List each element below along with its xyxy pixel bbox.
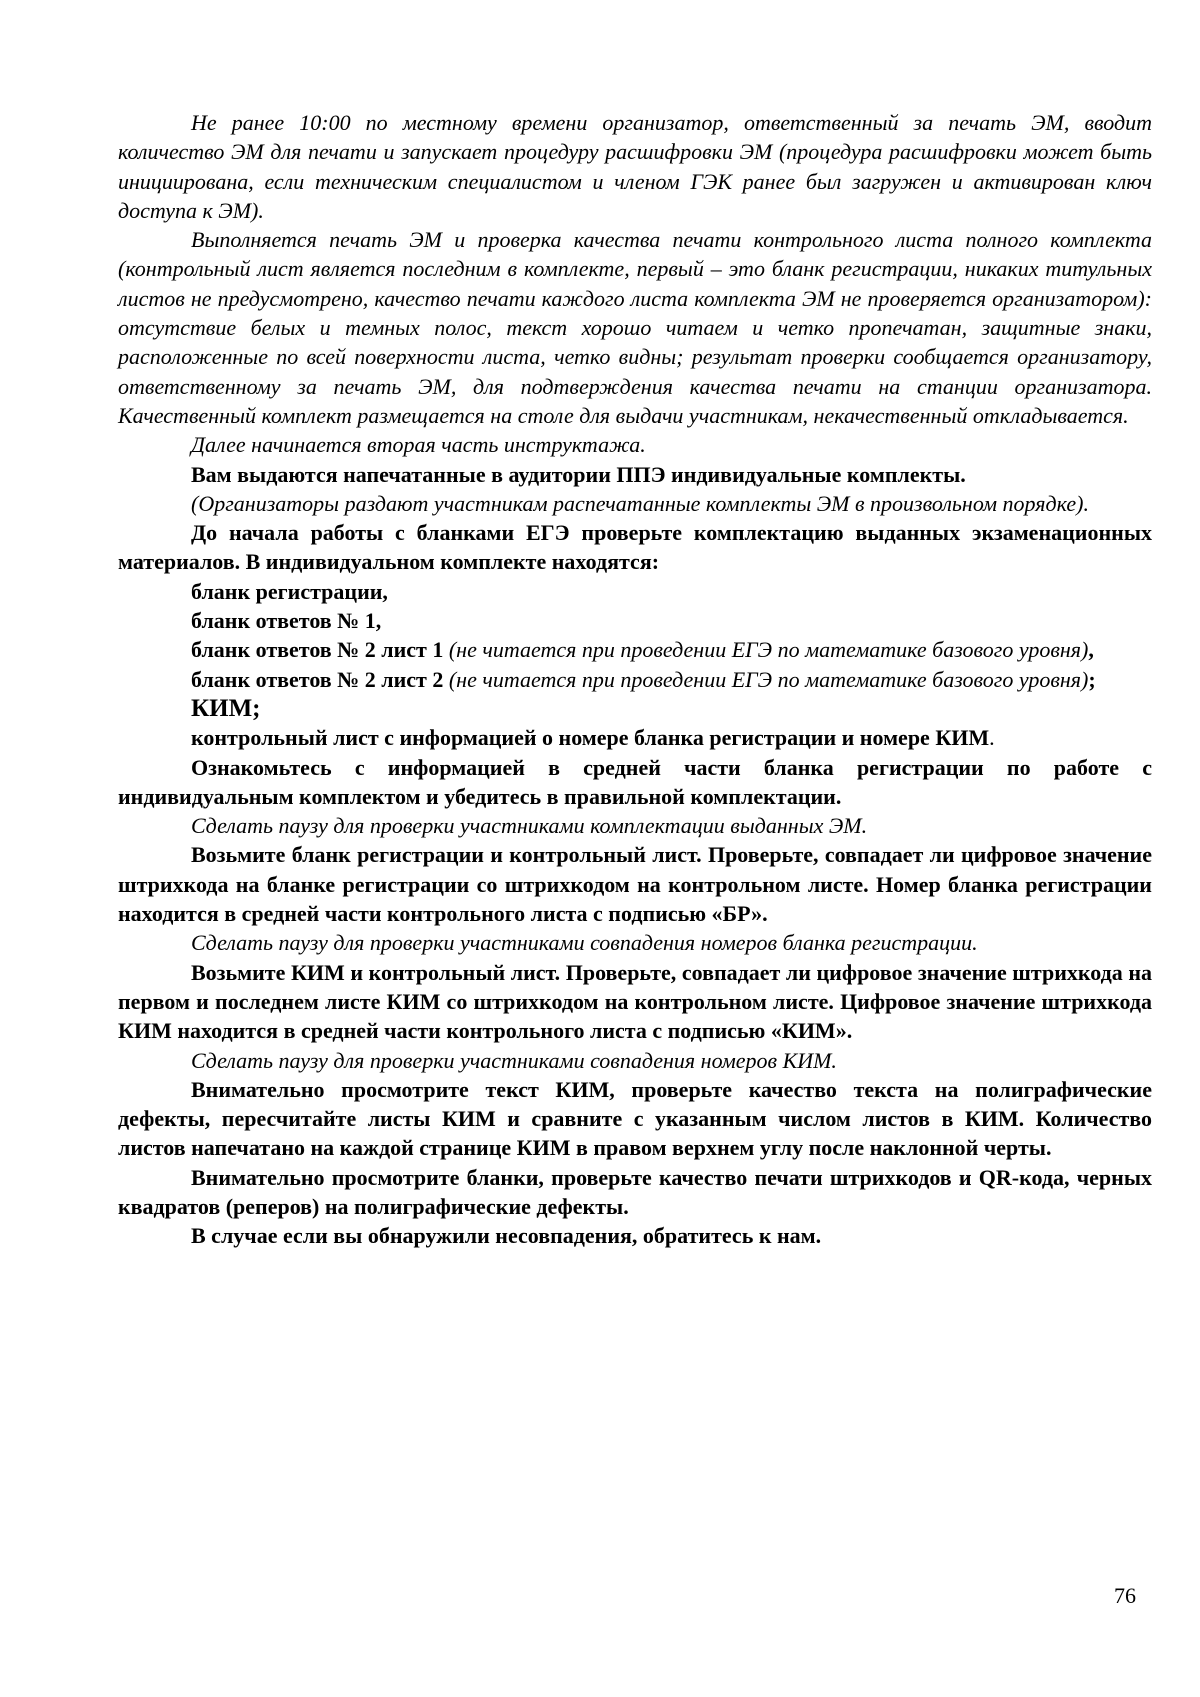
list-item-answer-form-1: бланк ответов № 1,: [191, 608, 382, 634]
list-item-answer-form-2-sheet-2: [118, 665, 1152, 694]
paragraph-check-registration-barcode: Возьмите бланк регистрации и контрольный лист. Проверьте, совпадает ли цифровое значение штрихкода на бланке регистрации со штрихкодом на контрольном листе. Номер бланка регистрации находится в средней части контрольного листа с подписью «БР».: [118, 842, 1152, 927]
paragraph-print-quality-check: Выполняется печать ЭМ и проверка качества печати контрольного листа полного комплекта (контрольный лист является последним в комплекте, первый – это бланк регистрации, никаких титульных листов не предусмотрено, качество печати каждого листа комплекта ЭМ не проверяется организатором): отсутствие белых и темных полос, текст хорошо читаем и четко пропечатан, защитные знаки, расположенные по всей поверхности листа, четко видны; результат проверки сообщается организатору, ответственному за печать ЭМ, для подтверждения качества печати на станции организатора. Качественный комплект размещается на столе для выдачи участникам, некачественный откладывается.: [118, 227, 1152, 428]
list-item-label: контрольный лист с информацией о номере бланка регистрации и номере КИМ: [191, 725, 990, 751]
list-item-punctuation: ,: [1088, 637, 1094, 663]
list-item-answer-form-2-sheet-1: [118, 635, 1152, 664]
list-item-note: (не читается при проведении ЕГЭ по математике базового уровня): [448, 637, 1089, 663]
paragraph-kits-issued: Вам выдаются напечатанные в аудитории ППЭ индивидуальные комплекты.: [191, 461, 966, 487]
list-item-label: бланк ответов № 2 лист 2: [191, 666, 444, 692]
list-item-control-sheet: [118, 723, 1152, 752]
paragraph-check-contents: До начала работы с бланками ЕГЭ проверьте комплектацию выданных экзаменационных материалов. В индивидуальном комплекте находятся:: [118, 520, 1152, 575]
paragraph-second-part: Далее начинается вторая часть инструктажа.: [191, 432, 646, 458]
list-item-registration-form: бланк регистрации,: [191, 578, 388, 604]
pause-note-kim-check: Сделать паузу для проверки участниками совпадения номеров КИМ.: [191, 1047, 837, 1073]
list-item-punctuation: .: [989, 725, 995, 751]
paragraph-print-start: Не ранее 10:00 по местному времени организатор, ответственный за печать ЭМ, вводит количество ЭМ для печати и запускает процедуру расшифровки ЭМ (процедура расшифровки может быть инициирована, если техническим специалистом и членом ГЭК ранее был загружен и активирован ключ доступа к ЭМ).: [118, 110, 1152, 223]
list-item-punctuation: ;: [1088, 666, 1096, 692]
paragraph-check-kim-barcode: Возьмите КИМ и контрольный лист. Проверьте, совпадает ли цифровое значение штрихкода на первом и последнем листе КИМ со штрихкодом на контрольном листе. Цифровое значение штрихкода КИМ находится в средней части контрольного листа с подписью «КИМ».: [118, 959, 1152, 1044]
page-number: 76: [1114, 1583, 1136, 1608]
list-item-label: бланк ответов № 2 лист 1: [191, 637, 444, 663]
paragraph-organizers-distribute: (Организаторы раздают участникам распечатанные комплекты ЭМ в произвольном порядке).: [191, 490, 1089, 516]
paragraph-report-mismatch: В случае если вы обнаружили несовпадения, обратитесь к нам.: [191, 1223, 822, 1249]
pause-note-kit-check: Сделать паузу для проверки участниками комплектации выданных ЭМ.: [191, 813, 868, 839]
paragraph-review-forms: Внимательно просмотрите бланки, проверьте качество печати штрихкодов и QR-кода, черных квадратов (реперов) на полиграфические дефекты.: [118, 1164, 1152, 1219]
document-body: [118, 108, 1152, 1251]
pause-note-registration-check: Сделать паузу для проверки участниками совпадения номеров бланка регистрации.: [191, 930, 978, 956]
paragraph-review-info: Ознакомьтесь с информацией в средней части бланка регистрации по работе с индивидуальным комплектом и убедитесь в правильной комплектации.: [118, 754, 1152, 809]
list-item-kim: КИМ;: [191, 694, 261, 722]
paragraph-review-kim-text: Внимательно просмотрите текст КИМ, проверьте качество текста на полиграфические дефекты, пересчитайте листы КИМ и сравните с указанным числом листов в КИМ. Количество листов напечатано на каждой странице КИМ в правом верхнем углу после наклонной черты.: [118, 1076, 1152, 1161]
list-item-note: (не читается при проведении ЕГЭ по математике базового уровня): [448, 666, 1089, 692]
